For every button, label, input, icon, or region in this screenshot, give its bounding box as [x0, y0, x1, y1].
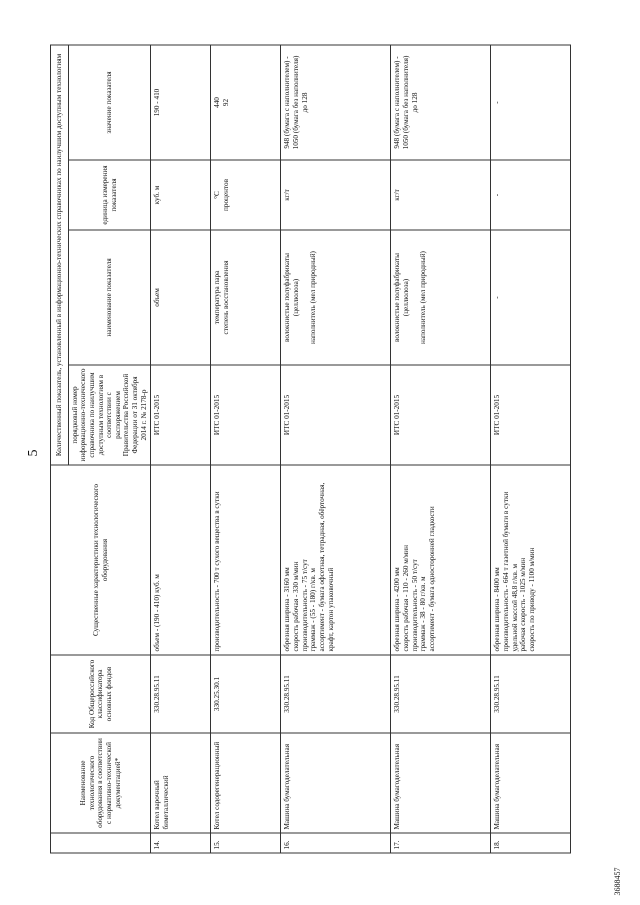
- header-ref-number: порядковый номер информационно-технического справочника по наилучшим доступным технологиям в соответствии с распоряжением Правительства Российской Федерации от 31 октября 2014 г. № 2178-р: [68, 365, 151, 465]
- equipment-name: Котел содорегенерационный: [211, 733, 281, 833]
- okof-code: 330.28.95.11: [491, 655, 571, 733]
- characteristics: обрезная ширина - 4200 мм скорость рабочая - 110 - 260 м/мин производительность - 50 т/сут граммаж - 38 - 80 г/кв. м ассортимент - бумага односторонней гладкости: [391, 465, 491, 655]
- table-row: [391, 45, 491, 853]
- its-reference: ИТС 01-2015: [211, 365, 281, 465]
- header-group: Количественный показатель, установленный в информационно-технических справочниках по наилучшим доступным технологиям: [51, 45, 69, 465]
- equipment-name: Машина бумагоделательная: [281, 733, 391, 833]
- indicator-value: 190 - 410: [151, 45, 211, 160]
- row-number: 18.: [491, 833, 571, 853]
- header-code: Код Общероссийского классификатора основных фондов: [51, 655, 151, 733]
- indicator-name: волокнистые полуфабрикаты (целлюлоза) наполнитель (мел природный): [281, 230, 391, 365]
- its-reference: ИТС 01-2015: [491, 365, 571, 465]
- characteristics: объем - (190 - 410) куб. м: [151, 465, 211, 655]
- table-row: [211, 45, 281, 853]
- equipment-table: [50, 44, 571, 853]
- equipment-name: Машина бумагоделательная: [491, 733, 571, 833]
- row-number: 16.: [281, 833, 391, 853]
- indicator-unit: кг/т: [391, 160, 491, 230]
- characteristics: обрезная ширина - 3160 мм скорость рабочая - 330 м/мин производительность - 75 т/сут граммаж - (55 - 180) г/кв. м ассортимент - бумага офсетная, тетрадная, обёрточная, крафт, картон упаковочный: [281, 465, 391, 655]
- equipment-name: Котел варочный биметаллический: [151, 733, 211, 833]
- indicator-unit: кг/т: [281, 160, 391, 230]
- indicator-value: -: [491, 45, 571, 160]
- row-number: 17.: [391, 833, 491, 853]
- okof-code: 330.28.95.11: [281, 655, 391, 733]
- header-unit: единица измерения показателя: [68, 160, 151, 230]
- header-num: [51, 833, 151, 853]
- its-reference: ИТС 01-2015: [391, 365, 491, 465]
- indicator-name: волокнистые полуфабрикаты (целлюлоза) наполнитель (мел природный): [391, 230, 491, 365]
- okof-code: 330.25.30.1: [211, 655, 281, 733]
- row-number: 15.: [211, 833, 281, 853]
- indicator-unit: куб. м: [151, 160, 211, 230]
- indicator-unit: °С процентов: [211, 160, 281, 230]
- table-row: [491, 45, 571, 853]
- indicator-unit: -: [491, 160, 571, 230]
- header-indicator-name: наименование показателя: [68, 230, 151, 365]
- header-name: Наименование технологического оборудования в соответствии с нормативно-технической документацией*: [51, 733, 151, 833]
- document-id: 3688457: [613, 867, 622, 895]
- okof-code: 330.28.95.11: [151, 655, 211, 733]
- indicator-value: 440 92: [211, 45, 281, 160]
- characteristics: обрезная ширина - 8400 мм производительность - 664 т газетной бумаги в сутки удельной массой 48,8 г/кв. м рабочая скорость - 1025 м/мин скорость по приводу - 1100 м/мин: [491, 465, 571, 655]
- page-number: 5: [26, 449, 41, 456]
- indicator-value: 948 (бумага с наполнителем) - 1050 (бумага без наполнителя) до 128: [391, 45, 491, 160]
- characteristics: производительность - 700 т сухого вещества в сутки: [211, 465, 281, 655]
- header-value: значение показателя: [68, 45, 151, 160]
- header-row-1: [51, 45, 69, 853]
- its-reference: ИТС 01-2015: [281, 365, 391, 465]
- equipment-name: Машина бумагоделательная: [391, 733, 491, 833]
- header-characteristics: Существенные характеристики технологического оборудования: [51, 465, 151, 655]
- indicator-name: -: [491, 230, 571, 365]
- indicator-name: температура пара степень восстановления: [211, 230, 281, 365]
- row-number: 14.: [151, 833, 211, 853]
- table-row: [151, 45, 211, 853]
- its-reference: ИТС 01-2015: [151, 365, 211, 465]
- indicator-value: 948 (бумага с наполнителем) - 1050 (бумага без наполнителя) до 128: [281, 45, 391, 160]
- okof-code: 330.28.95.11: [391, 655, 491, 733]
- table-row: [281, 45, 391, 853]
- indicator-name: объем: [151, 230, 211, 365]
